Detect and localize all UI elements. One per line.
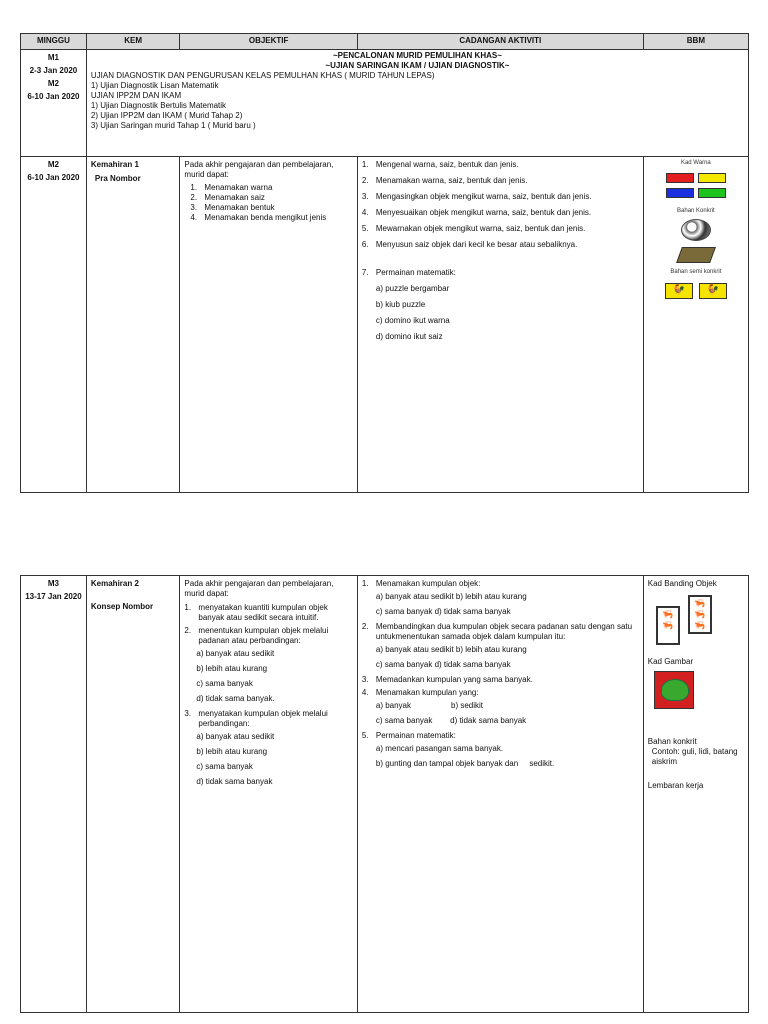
activity-subitem: c) sama banyak d) tidak sama banyak <box>375 660 511 669</box>
row1-objektif <box>180 157 357 493</box>
obj-subitem: d) tidak sama banyak. <box>196 694 275 703</box>
plan-table-2 <box>20 575 749 1013</box>
intro-line: UJIAN IPP2M DAN IKAM <box>90 91 182 100</box>
activity-subitem: c) sama banyak d) tidak sama banyak <box>375 716 527 725</box>
kem-subtitle: Pra Nombor <box>94 174 141 183</box>
color-cards <box>648 172 744 202</box>
contoh-text: Contoh: guli, lidi, batang aiskrim <box>651 747 738 766</box>
plan-table-1 <box>20 33 749 493</box>
kem-subtitle: Konsep Nombor <box>90 602 154 611</box>
row2-bbm <box>643 576 748 1013</box>
activity-subitem: a) mencari pasangan sama banyak. <box>375 744 504 753</box>
frog-picture-icon <box>654 671 694 709</box>
activity-subitem: a) puzzle bergambar <box>375 284 450 293</box>
week-date: 6-10 Jan 2020 <box>27 92 80 101</box>
obj-item: 3. Menamakan bentuk <box>190 203 275 212</box>
comparison-card-icon: 🦐 🦐 🦐 <box>688 595 712 634</box>
obj-subitem: c) sama banyak <box>196 679 253 688</box>
semi-cards <box>648 283 744 299</box>
intro-line: 1) Ujian Diagnostik Lisan Matematik <box>90 81 219 90</box>
row2-kem <box>86 576 180 1013</box>
row1-weeks <box>21 157 87 493</box>
book-icon <box>676 247 716 263</box>
activity-item: 3. Mengasingkan objek mengikut warna, saiz, bentuk dan jenis. <box>361 192 592 201</box>
week-label: M3 <box>47 579 59 588</box>
activity-item: 6. Menyusun saiz objek dari kecil ke besar atau sebaliknya. <box>361 240 578 249</box>
intro-content <box>86 50 748 157</box>
obj-subitem: a) banyak atau sedikit <box>196 649 275 658</box>
activity-item: 3. Memadankan kumpulan yang sama banyak. <box>361 675 533 684</box>
row1-kem <box>86 157 180 493</box>
intro-line: 1) Ujian Diagnostik Bertulis Matematik <box>90 101 227 110</box>
week-date: 2-3 Jan 2020 <box>29 66 78 75</box>
header-row <box>21 34 749 50</box>
row2-objektif <box>180 576 357 1013</box>
activity-item: 4. Menamakan kumpulan yang: <box>361 688 479 697</box>
bahan-konkrit-label: Bahan konkrit <box>647 737 697 746</box>
ball-icon <box>681 219 711 241</box>
kad-gambar-label: Kad Gambar <box>647 657 694 666</box>
obj-intro: Pada akhir pengajaran dan pembelajaran, murid dapat: <box>184 160 334 179</box>
activity-item: 1. Mengenal warna, saiz, bentuk dan jenis. <box>361 160 519 169</box>
week-date: 13-17 Jan 2020 <box>25 592 82 601</box>
activity-subitem: c) domino ikut warna <box>375 316 450 325</box>
skill-row-2 <box>21 576 749 1013</box>
activity-subitem: a) banyak b) sedikit <box>375 701 484 710</box>
obj-subitem: c) sama banyak <box>196 762 253 771</box>
week-label: M1 <box>47 53 59 62</box>
obj-intro: Pada akhir pengajaran dan pembelajaran, murid dapat: <box>184 579 334 598</box>
activity-subitem: d) domino ikut saiz <box>375 332 443 341</box>
bahan-konkrit-label: Bahan Konkrit <box>677 207 715 214</box>
obj-item: 2. menentukan kumpulan objek melalui padanan atau perbandingan: <box>184 626 329 645</box>
activity-item: 5. Permainan matematik: <box>361 731 456 740</box>
intro-line: UJIAN DIAGNOSTIK DAN PENGURUSAN KELAS PEMULHAN KHAS ( MURID TAHUN LEPAS) <box>90 71 435 80</box>
activity-item: 7. Permainan matematik: <box>361 268 456 277</box>
activity-item: 4. Menyesuaikan objek mengikut warna, saiz, bentuk dan jenis. <box>361 208 592 217</box>
color-swatch-red <box>666 173 694 183</box>
obj-subitem: d) tidak sama banyak <box>196 777 273 786</box>
intro-row <box>21 50 749 157</box>
kem-title: Kemahiran 2 <box>90 579 139 588</box>
row2-aktiviti <box>357 576 643 1013</box>
color-swatch-blue <box>666 188 694 198</box>
comparison-card-icon: 🦐 🦐 <box>656 606 680 645</box>
obj-subitem: b) lebih atau kurang <box>196 664 268 673</box>
header-cadangan-aktiviti: CADANGAN AKTIVITI <box>357 34 643 50</box>
header-bbm: BBM <box>643 34 748 50</box>
week-date: 6-10 Jan 2020 <box>27 173 80 182</box>
skill-row-1 <box>21 157 749 493</box>
intro-line: 3) Ujian Saringan murid Tahap 1 ( Murid baru ) <box>90 121 256 130</box>
rooster-card-icon: 🐓 <box>665 283 693 299</box>
intro-title-2: ~UJIAN SARINGAN IKAM / UJIAN DIAGNOSTIK~ <box>325 61 510 70</box>
kad-banding-label: Kad Banding Objek <box>647 579 717 588</box>
obj-item: 4. Menamakan benda mengikut jenis <box>190 213 327 222</box>
activity-item: 2. Membandingkan dua kumpulan objek secara padanan satu dengan satu untukmenentukan samada objek dalam kumpulan itu: <box>361 622 633 641</box>
obj-item: 1. Menamakan warna <box>190 183 273 192</box>
intro-line: 2) Ujian IPP2M dan IKAM ( Murid Tahap 2) <box>90 111 243 120</box>
week-label: M2 <box>47 160 59 169</box>
kem-title: Kemahiran 1 <box>90 160 139 169</box>
intro-weeks <box>21 50 87 157</box>
week-label: M2 <box>47 79 59 88</box>
obj-subitem: b) lebih atau kurang <box>196 747 268 756</box>
row1-bbm <box>643 157 748 493</box>
color-swatch-yellow <box>698 173 726 183</box>
intro-title-1: ~PENCALONAN MURID PEMULIHAN KHAS~ <box>332 51 502 60</box>
obj-item: 2. Menamakan saiz <box>190 193 265 202</box>
header-kem: KEM <box>86 34 180 50</box>
activity-item: 5. Mewarnakan objek mengikut warna, saiz, bentuk dan jenis. <box>361 224 586 233</box>
color-swatch-green <box>698 188 726 198</box>
kad-warna-label: Kad Warna <box>680 160 711 166</box>
activity-subitem: a) banyak atau sedikit b) lebih atau kurang <box>375 645 527 654</box>
activity-subitem: a) banyak atau sedikit b) lebih atau kurang <box>375 592 527 601</box>
lembaran-label: Lembaran kerja <box>647 781 704 790</box>
row2-weeks <box>21 576 87 1013</box>
activity-item: 1. Menamakan kumpulan objek: <box>361 579 481 588</box>
activity-subitem: b) kiub puzzle <box>375 300 426 309</box>
row1-aktiviti <box>357 157 643 493</box>
rooster-card-icon: 🐓 <box>699 283 727 299</box>
activity-subitem: c) sama banyak d) tidak sama banyak <box>375 607 511 616</box>
activity-subitem: b) gunting dan tampal objek banyak dan sedikit. <box>375 759 555 768</box>
activity-item: 2. Menamakan warna, saiz, bentuk dan jenis. <box>361 176 528 185</box>
obj-item: 1. menyatakan kuantiti kumpulan objek banyak atau sedikit secara intuitif. <box>184 603 328 622</box>
header-objektif: OBJEKTIF <box>180 34 357 50</box>
obj-item: 3. menyatakan kumpulan objek melalui perbandingan: <box>184 709 328 728</box>
header-minggu: MINGGU <box>21 34 87 50</box>
obj-subitem: a) banyak atau sedikit <box>196 732 275 741</box>
compare-cards <box>652 595 744 645</box>
bahan-semi-label: Bahan semi konkrit <box>670 269 722 275</box>
